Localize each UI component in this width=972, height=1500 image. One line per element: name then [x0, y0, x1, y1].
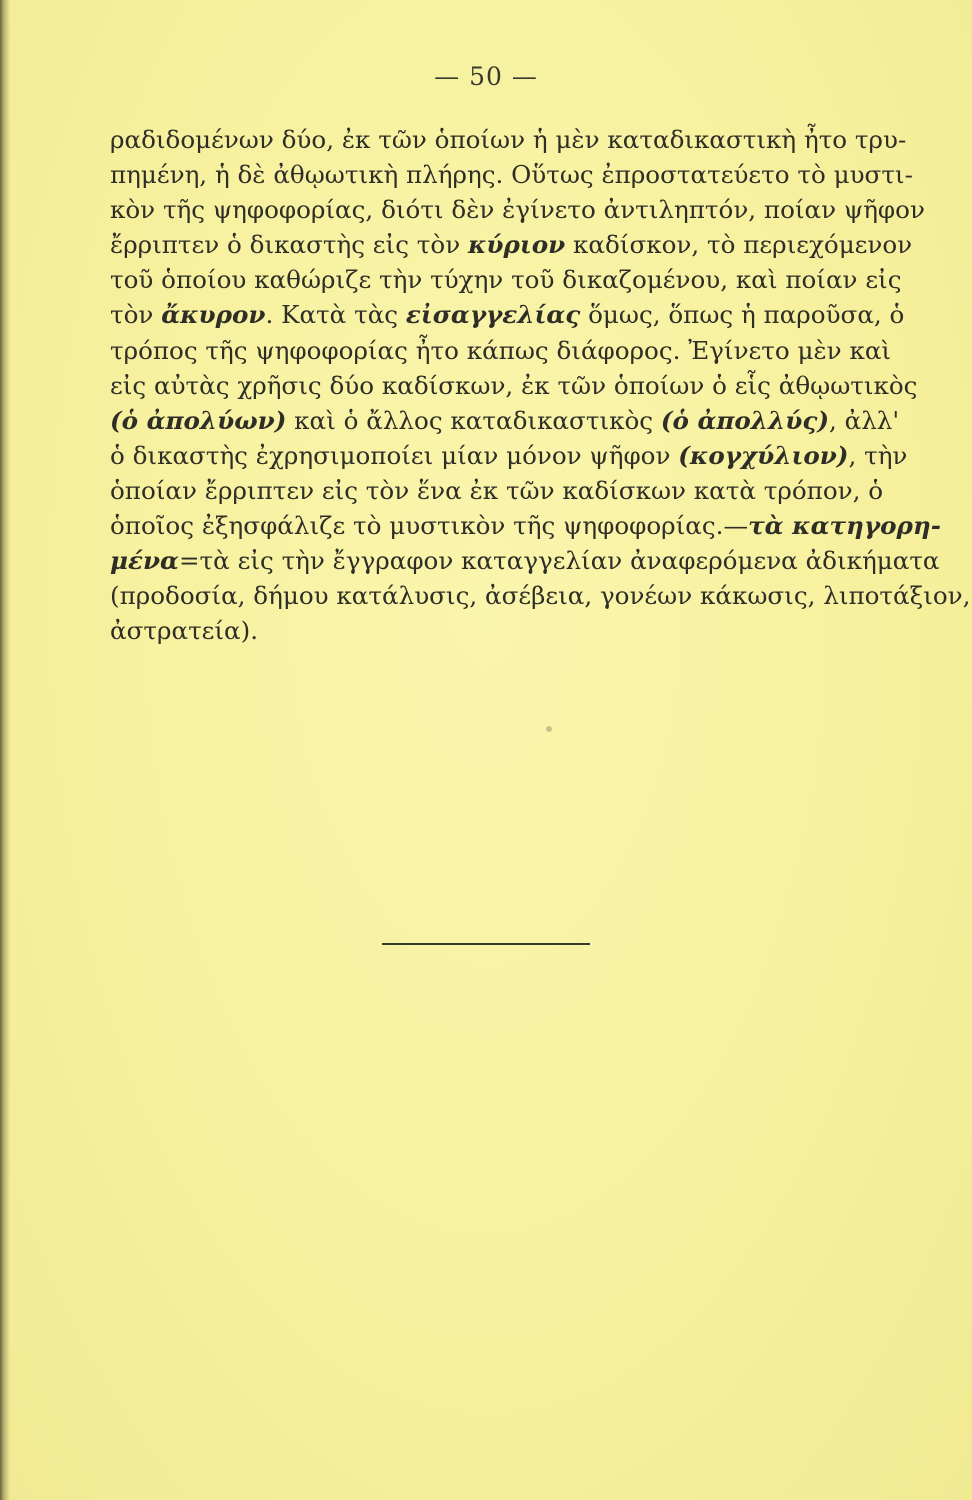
text-run: κὸν τῆς ψηφοφορίας, διότι δὲν ἐγίνετο ἀντιληπτόν, ποίαν ψῆφον [110, 195, 925, 225]
text-run: τρόπος τῆς ψηφοφορίας ἦτο κάπως διάφορος. Ἐγίνετο μὲν καὶ [110, 335, 892, 365]
text-line [110, 227, 913, 262]
emphasized-term: (ὁ ἀπολλύς) [660, 405, 829, 435]
text-run: . Κατὰ τὰς [265, 300, 406, 330]
page-binding-edge [0, 0, 10, 1500]
emphasized-term: τὰ κατηγορη- [748, 511, 942, 541]
text-run: ὁποῖος ἐξησφάλιζε τὸ μυστικὸν τῆς ψηφοφορίας.— [110, 511, 749, 541]
text-run: ἀστρατεία). [110, 616, 259, 646]
text-line [110, 122, 907, 157]
text-run: =τὰ εἰς τὴν ἔγγραφον καταγγελίαν ἀναφερόμενα ἀδικήματα [178, 546, 940, 576]
text-line [110, 262, 902, 297]
text-line [110, 613, 878, 648]
page-number: — 50 — [434, 62, 538, 91]
text-run: , τὴν [848, 440, 908, 470]
emphasized-term: κύριον [467, 230, 566, 260]
text-line [110, 543, 940, 578]
text-line [110, 157, 913, 192]
text-run: , ἀλλ' [828, 405, 900, 435]
text-run: (προδοσία, δήμου κατάλυσις, ἀσέβεια, γονέων κάκωσις, λιποτάξιον, [110, 581, 971, 611]
text-run: καὶ ὁ ἄλλος καταδικαστικὸς [286, 405, 661, 435]
section-divider-rule [382, 943, 590, 945]
emphasized-term: (κογχύλιον) [678, 440, 849, 470]
text-run: ὁ δικαστὴς ἐχρησιμοποίει μίαν μόνον ψῆφον [110, 440, 679, 470]
text-line [110, 403, 900, 438]
text-line [110, 297, 905, 332]
text-line [110, 508, 942, 543]
text-run: ραδιδομένων δύο, ἐκ τῶν ὁποίων ἡ μὲν καταδικαστικὴ ἦτο τρυ- [110, 125, 907, 154]
text-run: ὁποίαν ἔρριπτεν εἰς τὸν ἕνα ἐκ τῶν καδίσκων κατὰ τρόπον, ὁ [110, 475, 884, 505]
text-line [110, 473, 884, 508]
text-line [110, 368, 918, 403]
emphasized-term: μένα [110, 546, 179, 576]
text-run: ἔρριπτεν ὁ δικαστὴς εἰς τὸν [110, 230, 468, 260]
text-run: καδίσκον, τὸ περιεχόμενον [565, 230, 913, 260]
text-line [110, 578, 971, 613]
emphasized-term: εἰσαγγελίας [405, 300, 581, 330]
text-run: πημένη, ἡ δὲ ἀθῳωτικὴ πλήρης. Οὕτως ἐπροστατεύετο τὸ μυστι- [110, 160, 913, 190]
text-run: εἰς αὐτὰς χρῆσις δύο καδίσκων, ἐκ τῶν ὁποίων ὁ εἷς ἀθῳωτικὸς [110, 370, 918, 400]
text-run: τοῦ ὁποίου καθώριζε τὴν τύχην τοῦ δικαζομένου, καὶ ποίαν εἰς [110, 265, 902, 295]
text-run: ὅμως, ὅπως ἡ παροῦσα, ὁ [580, 300, 905, 330]
body-paragraph [110, 122, 971, 648]
text-line [110, 438, 908, 473]
paper-speck [546, 726, 552, 732]
text-line [110, 192, 925, 227]
text-run: τὸν [110, 300, 162, 330]
emphasized-term: (ὁ ἀπολύων) [110, 405, 287, 435]
emphasized-term: ἄκυρον [161, 300, 266, 330]
text-line [110, 333, 892, 368]
